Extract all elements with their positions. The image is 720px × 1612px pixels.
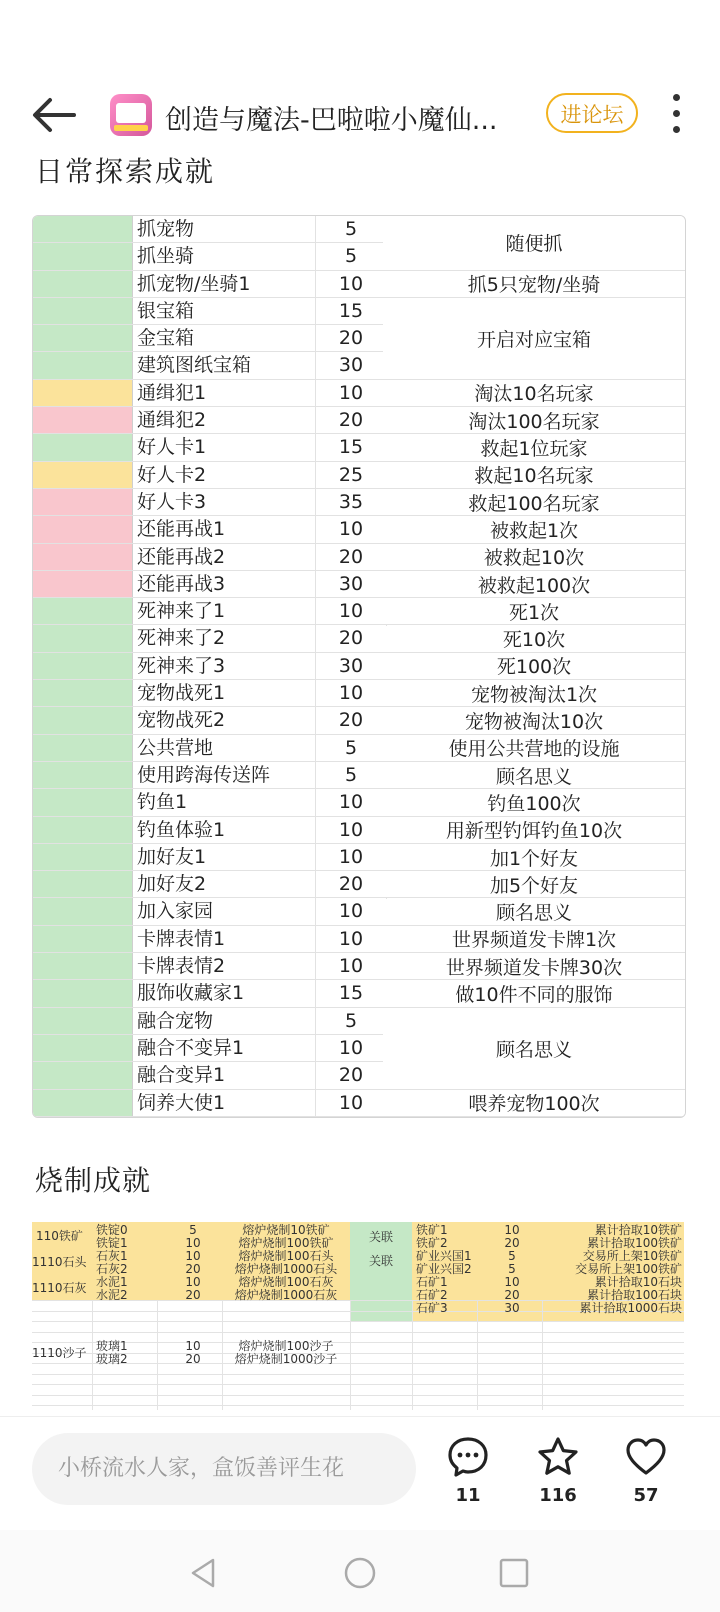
achievement-name: 抓坐骑 (137, 245, 195, 268)
grid-line (32, 1363, 684, 1364)
achievement-name: 通缉犯2 (137, 409, 207, 432)
achievement-name: 建筑图纸宝箱 (137, 354, 252, 377)
smelting-item-points: 10 (185, 1339, 201, 1353)
achievement-name: 银宝箱 (137, 299, 195, 322)
favorite-button[interactable] (528, 1435, 588, 1506)
achievement-description: 开启对应宝箱 (383, 298, 685, 380)
achievement-points: 10 (315, 1035, 387, 1061)
section-title-daily-exploration: 日常探索成就 (35, 155, 216, 188)
achievement-table (32, 215, 686, 1118)
group-label: 1110沙子 (32, 1346, 87, 1360)
achievement-points: 20 (315, 544, 387, 570)
grid-line (32, 1332, 684, 1333)
achievement-description: 顾名思义 (383, 899, 685, 926)
status-color-cell (33, 598, 133, 624)
grid-line (92, 1300, 93, 1410)
comment-count: 11 (455, 1485, 481, 1506)
achievement-name: 好人卡2 (137, 463, 207, 486)
page-title: 创造与魔法-巴啦啦小魔仙... (165, 105, 498, 136)
smelting-item-desc: 累计拾取100石块 (587, 1288, 682, 1302)
achievement-description: 做10件不同的服饰 (383, 980, 685, 1007)
smelting-item-name: 石矿2 (416, 1288, 448, 1302)
achievement-points: 15 (315, 434, 387, 460)
smelting-item-points: 30 (504, 1301, 520, 1315)
achievement-points: 10 (315, 926, 387, 952)
grid-line (32, 1374, 684, 1375)
smelting-item-name: 玻璃2 (96, 1352, 128, 1366)
achievement-description: 宠物被淘汰10次 (383, 707, 685, 734)
smelting-item-points: 10 (185, 1275, 201, 1289)
achievement-name: 卡牌表情2 (137, 955, 226, 978)
group-label: 1110石灰 (32, 1281, 87, 1295)
smelting-item-name: 矿业兴国1 (416, 1249, 472, 1263)
smelting-item-desc: 熔炉烧制1000沙子 (234, 1352, 338, 1366)
smelting-item-name: 铁锭0 (96, 1223, 128, 1237)
smelting-item-points: 20 (504, 1236, 520, 1250)
status-color-cell (33, 298, 133, 324)
achievement-description: 被救起10次 (383, 544, 685, 571)
smelting-item-points: 5 (508, 1262, 516, 1276)
status-color-cell (33, 953, 133, 979)
achievement-name: 死神来了2 (137, 627, 226, 650)
back-arrow-icon[interactable] (30, 95, 80, 135)
smelting-item-desc: 累计拾取1000石块 (579, 1301, 682, 1315)
smelting-item-desc: 交易所上架100铁矿 (575, 1262, 682, 1276)
status-color-cell (33, 271, 133, 297)
smelting-item-desc: 交易所上架10铁矿 (582, 1249, 682, 1263)
smelting-item-name: 矿业兴国2 (416, 1262, 472, 1276)
achievement-points: 30 (315, 571, 387, 597)
achievement-points: 10 (315, 844, 387, 870)
achievement-points: 10 (315, 953, 387, 979)
achievement-description: 被救起100次 (383, 571, 685, 598)
status-color-cell (33, 352, 133, 378)
status-color-cell (33, 762, 133, 788)
like-count: 57 (633, 1485, 659, 1506)
grid-line (32, 1405, 684, 1406)
achievement-name: 钓鱼1 (137, 791, 188, 814)
smelting-item-points: 5 (508, 1249, 516, 1263)
status-color-cell (33, 1062, 133, 1088)
achievement-description: 抓5只宠物/坐骑 (383, 271, 685, 298)
achievement-points: 20 (315, 871, 387, 897)
favorite-count: 116 (539, 1485, 577, 1506)
status-color-cell (33, 516, 133, 542)
smelting-item-points: 20 (185, 1288, 201, 1302)
grid-line (477, 1300, 478, 1410)
status-color-cell (33, 898, 133, 924)
achievement-description: 救起1位玩家 (383, 434, 685, 461)
achievement-description: 被救起1次 (383, 516, 685, 543)
grid-line (32, 1342, 684, 1343)
smelting-item-desc: 熔炉烧制100石头 (238, 1249, 334, 1263)
status-color-cell (33, 735, 133, 761)
achievement-points: 10 (315, 789, 387, 815)
grid-line (222, 1300, 223, 1410)
status-color-cell (33, 407, 133, 433)
achievement-name: 融合宠物 (137, 1009, 214, 1032)
top-bar (0, 80, 720, 150)
achievement-points: 20 (315, 325, 387, 351)
achievement-description: 死100次 (383, 653, 685, 680)
heart-icon (624, 1435, 668, 1479)
smelting-item-points: 10 (504, 1223, 520, 1237)
achievement-description: 加5个好友 (383, 871, 685, 898)
status-color-cell (33, 544, 133, 570)
smelting-item-desc: 熔炉烧制10铁矿 (242, 1223, 330, 1237)
achievement-description: 死1次 (383, 598, 685, 625)
system-navigation-bar (0, 1530, 720, 1612)
status-color-cell (33, 325, 133, 351)
group-label: 1110石头 (32, 1255, 87, 1269)
smelting-item-points: 5 (189, 1223, 197, 1237)
achievement-points: 5 (315, 243, 387, 269)
nav-back-icon[interactable] (187, 1556, 221, 1590)
grid-line (350, 1300, 351, 1410)
smelting-item-name: 水泥2 (96, 1288, 128, 1302)
achievement-name: 还能再战2 (137, 545, 226, 568)
smelting-item-desc: 累计拾取10铁矿 (594, 1223, 682, 1237)
smelting-item-points: 10 (504, 1275, 520, 1289)
status-color-cell (33, 1035, 133, 1061)
status-color-cell (33, 653, 133, 679)
comment-button[interactable] (438, 1435, 498, 1506)
group-label: 110铁矿 (36, 1229, 83, 1243)
achievement-points: 20 (315, 707, 387, 733)
bottom-action-bar (0, 1416, 720, 1529)
achievement-description: 随便抓 (383, 216, 685, 271)
achievement-points: 10 (315, 598, 387, 624)
achievement-description: 死10次 (383, 626, 685, 653)
achievement-points: 10 (315, 817, 387, 843)
achievement-points: 5 (315, 735, 387, 761)
achievement-name: 公共营地 (137, 736, 214, 759)
smelting-item-desc: 熔炉烧制1000石灰 (234, 1288, 338, 1302)
grid-line (542, 1300, 543, 1410)
achievement-description: 使用公共营地的设施 (383, 735, 685, 762)
status-color-cell (33, 434, 133, 460)
achievement-name: 融合变异1 (137, 1064, 226, 1087)
section-title-smelting: 烧制成就 (35, 1164, 152, 1197)
status-color-cell (33, 1090, 133, 1116)
status-color-cell (33, 817, 133, 843)
achievement-name: 加入家园 (137, 900, 214, 923)
status-color-cell (33, 680, 133, 706)
status-color-cell (33, 926, 133, 952)
status-color-cell (33, 243, 133, 269)
smelting-item-desc: 熔炉烧制100铁矿 (238, 1236, 334, 1250)
relation-label: 关联 (368, 1230, 393, 1244)
achievement-name: 抓宠物/坐骑1 (137, 272, 251, 295)
smelting-item-points: 10 (185, 1236, 201, 1250)
app-icon[interactable] (110, 94, 152, 136)
achievement-points: 25 (315, 462, 387, 488)
comment-icon (446, 1435, 490, 1479)
smelting-item-name: 石灰2 (96, 1262, 128, 1276)
grid-line (32, 1321, 684, 1322)
like-button[interactable] (616, 1435, 676, 1506)
smelting-item-name: 石矿3 (416, 1301, 448, 1315)
achievement-name: 抓宠物 (137, 218, 195, 240)
achievement-name: 通缉犯1 (137, 381, 207, 404)
enter-forum-button[interactable]: 进论坛 (546, 93, 638, 133)
achievement-name: 钓鱼体验1 (137, 818, 226, 841)
status-color-cell (33, 462, 133, 488)
achievement-name: 饲养大使1 (137, 1091, 226, 1114)
grid-line (412, 1300, 413, 1410)
nav-recents-icon[interactable] (497, 1556, 531, 1590)
achievement-description: 淘汰100名玩家 (383, 407, 685, 434)
achievement-name: 宠物战死2 (137, 709, 226, 732)
achievement-name: 好人卡3 (137, 490, 207, 513)
comment-input[interactable]: 小桥流水人家，盒饭善评生花 (32, 1433, 416, 1505)
smelting-item-desc: 熔炉烧制100沙子 (238, 1339, 334, 1353)
grid-line (32, 1395, 684, 1396)
achievement-description: 淘汰10名玩家 (383, 380, 685, 407)
achievement-description: 用新型钓饵钓鱼10次 (383, 817, 685, 844)
achievement-points: 10 (315, 380, 387, 406)
status-color-cell (33, 871, 133, 897)
status-color-cell (33, 489, 133, 515)
status-color-cell (33, 789, 133, 815)
smelting-item-name: 水泥1 (96, 1275, 128, 1289)
achievement-name: 卡牌表情1 (137, 927, 226, 950)
smelting-item-name: 石灰1 (96, 1249, 128, 1263)
achievement-description: 加1个好友 (383, 844, 685, 871)
status-color-cell (33, 571, 133, 597)
status-color-cell (33, 1008, 133, 1034)
smelting-item-desc: 累计拾取100铁矿 (587, 1236, 682, 1250)
achievement-description: 钓鱼100次 (383, 789, 685, 816)
achievement-description: 顾名思义 (383, 762, 685, 789)
achievement-description: 喂养宠物100次 (383, 1090, 685, 1117)
status-color-cell (33, 844, 133, 870)
status-color-cell (33, 380, 133, 406)
achievement-points: 5 (315, 216, 387, 242)
smelting-item-points: 20 (504, 1288, 520, 1302)
star-icon (536, 1435, 580, 1479)
achievement-name: 服饰收藏家1 (137, 982, 245, 1005)
achievement-points: 20 (315, 625, 387, 651)
smelting-item-points: 10 (185, 1249, 201, 1263)
smelting-item-name: 铁锭1 (96, 1236, 128, 1250)
achievement-name: 加好友1 (137, 845, 207, 868)
smelting-table (32, 1222, 684, 1412)
grid-line (32, 1353, 684, 1354)
relation-label: 关联 (368, 1254, 393, 1268)
achievement-points: 10 (315, 898, 387, 924)
more-options-icon[interactable] (670, 94, 682, 138)
smelting-item-desc: 累计拾取10石块 (594, 1275, 682, 1289)
achievement-points: 20 (315, 1062, 387, 1088)
achievement-name: 金宝箱 (137, 327, 195, 350)
achievement-points: 30 (315, 352, 387, 378)
achievement-description: 救起100名玩家 (383, 489, 685, 516)
achievement-points: 20 (315, 407, 387, 433)
smelting-item-desc: 熔炉烧制100石灰 (238, 1275, 334, 1289)
achievement-description: 世界频道发卡牌1次 (383, 926, 685, 953)
status-color-cell (33, 625, 133, 651)
achievement-description: 宠物被淘汰1次 (383, 680, 685, 707)
achievement-name: 死神来了1 (137, 600, 226, 623)
smelting-item-name: 玻璃1 (96, 1339, 128, 1353)
achievement-description: 救起10名玩家 (383, 462, 685, 489)
achievement-description: 世界频道发卡牌30次 (383, 953, 685, 980)
achievement-points: 5 (315, 1008, 387, 1034)
achievement-points: 10 (315, 1090, 387, 1116)
achievement-points: 10 (315, 516, 387, 542)
achievement-name: 死神来了3 (137, 654, 226, 677)
achievement-name: 加好友2 (137, 873, 207, 896)
achievement-points: 30 (315, 653, 387, 679)
achievement-name: 还能再战1 (137, 518, 226, 541)
smelting-item-points: 20 (185, 1352, 201, 1366)
achievement-points: 15 (315, 980, 387, 1006)
nav-home-icon[interactable] (343, 1556, 377, 1590)
achievement-name: 宠物战死1 (137, 682, 226, 705)
achievement-name: 融合不变异1 (137, 1036, 245, 1059)
grid-line (157, 1300, 158, 1410)
achievement-points: 10 (315, 271, 387, 297)
smelting-item-desc: 熔炉烧制1000石头 (234, 1262, 338, 1276)
achievement-points: 15 (315, 298, 387, 324)
smelting-item-name: 铁矿2 (416, 1236, 448, 1250)
achievement-points: 5 (315, 762, 387, 788)
achievement-points: 35 (315, 489, 387, 515)
achievement-name: 使用跨海传送阵 (137, 763, 271, 786)
achievement-description: 顾名思义 (383, 1008, 685, 1090)
status-color-cell (33, 707, 133, 733)
smelting-item-name: 石矿1 (416, 1275, 448, 1289)
grid-line (32, 1384, 684, 1385)
achievement-name: 好人卡1 (137, 436, 207, 459)
smelting-item-points: 20 (185, 1262, 201, 1276)
smelting-item-name: 铁矿1 (416, 1223, 448, 1237)
status-color-cell (33, 216, 133, 242)
status-color-cell (33, 980, 133, 1006)
achievement-points: 10 (315, 680, 387, 706)
achievement-name: 还能再战3 (137, 572, 226, 595)
